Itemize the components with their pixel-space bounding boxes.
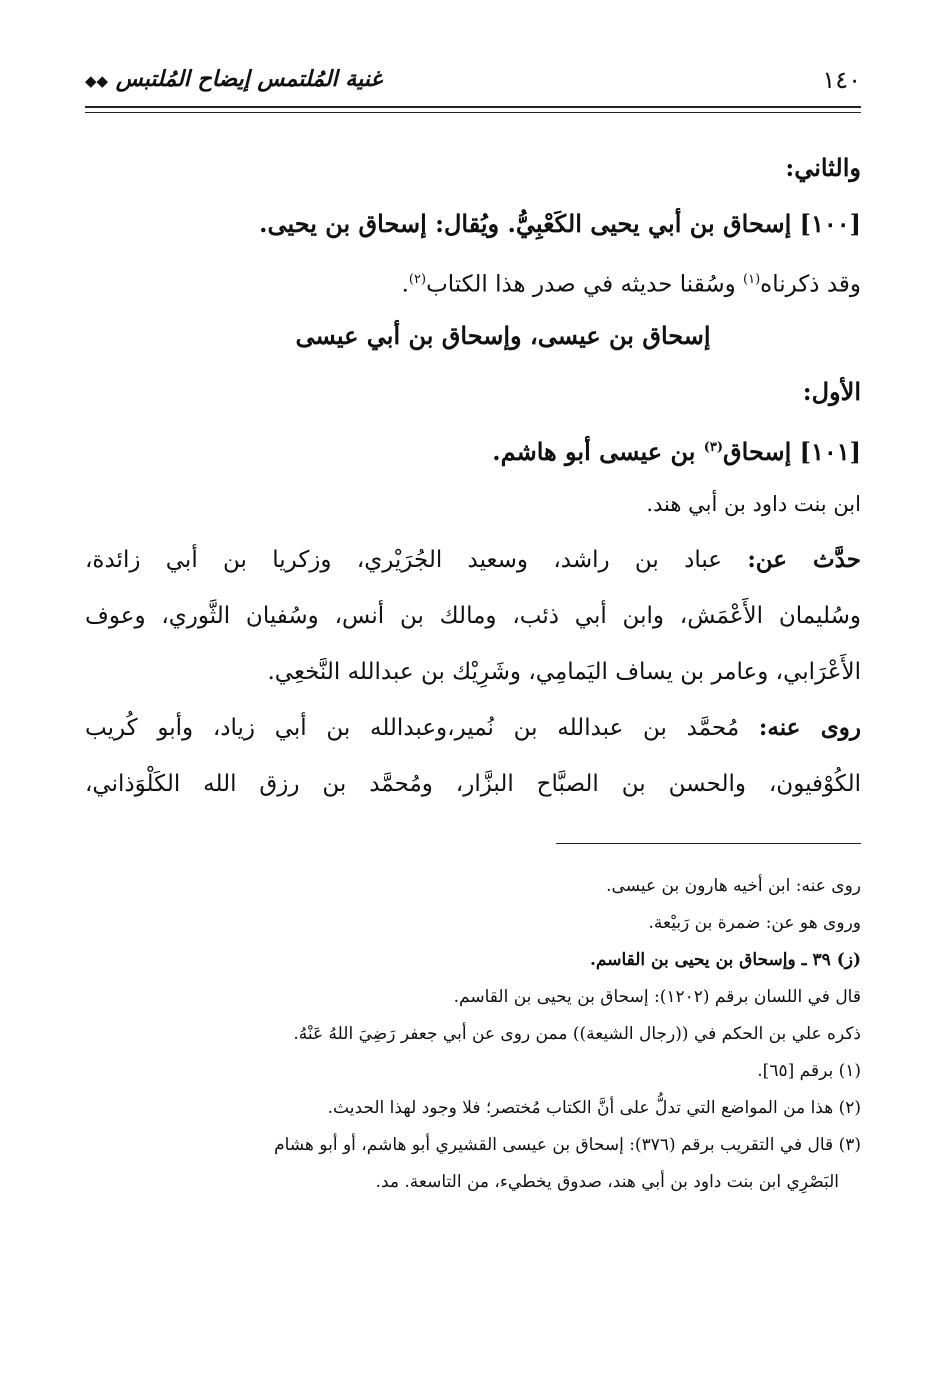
text-span: مُحمَّد بن عبدالله بن نُمير،وعبدالله بن أبي زياد، وأبو كُريب [85, 715, 759, 741]
entry-100-note [85, 252, 861, 308]
page-header [85, 58, 861, 98]
narrated-from-line-2: وسُليمان الأَعْمَش، وابن أبي ذئب، ومالك بن أنس، وسُفيان الثَّوري، وعوف [85, 603, 861, 629]
narrated-by-line-1 [85, 700, 861, 756]
section-heading: إسحاق بن عيسى، وإسحاق بن أبي عيسى [295, 321, 711, 350]
footnote-line: ذكره علي بن الحكم في ((رجال الشيعة)) ممن روى عن أبي جعفر رَضِيَ اللهُ عَنْهُ. [293, 1024, 861, 1044]
footnote-ref-1: (١) [743, 272, 761, 287]
narrated-from-line-1 [85, 532, 861, 588]
entry-101-subtitle: ابن بنت داود بن أبي هند. [646, 492, 861, 516]
text-span: وسُقنا حديثه في صدر هذا الكتاب [426, 271, 744, 298]
footnote-ref-3: (٣) [703, 440, 724, 455]
section-label-first: الأول: [802, 377, 861, 406]
header-rule-thick [85, 106, 861, 108]
footnotes [85, 868, 861, 1201]
text-span: وقد ذكرناه [760, 271, 861, 298]
label-narrated-by: روى عنه: [758, 714, 861, 741]
main-text [85, 140, 861, 812]
footnote-line: (ز) ٣٩ ـ وإسحاق بن يحيى بن القاسم. [589, 950, 861, 970]
text-span: [١٠١] إسحاق [723, 437, 861, 466]
footnote-separator [556, 843, 861, 844]
footnote-line: قال في اللسان برقم (١٢٠٢): إسحاق بن يحيى بن القاسم. [453, 987, 861, 1007]
section-label-second: والثاني: [785, 153, 861, 182]
text-span: . [401, 271, 409, 298]
footnote-1: (١) برقم [٦٥]. [757, 1061, 861, 1081]
narrated-by-line-2: الكُوْفيون، والحسن بن الصبَّاح البزَّار، ومُحمَّد بن رزق الله الكَلْوَذاني، [85, 771, 861, 797]
footnote-3-cont: البَصْرِي ابن بنت داود بن أبي هند، صدوق يخطيء، من التاسعة. مد. [375, 1172, 839, 1192]
running-title-text: غنية المُلتمس إيضاح المُلتبس [115, 66, 382, 92]
narrated-from-line-3: الأَعْرَابي، وعامر بن يساف اليَمامِي، وشَرِيْك بن عبدالله النَّخعِي. [267, 659, 861, 685]
entry-101-title [85, 420, 861, 476]
ornament-icon: ◆◆ [85, 72, 109, 90]
page-number: ١٤٠ [822, 66, 861, 94]
footnote-ref-2: (٢) [408, 272, 427, 287]
text-span: بن عيسى أبو هاشم. [492, 437, 704, 466]
footnote-line: وروى هو عن: ضمرة بن رَبيْعة. [648, 913, 861, 933]
footnote-2: (٢) هذا من المواضع التي تدلُّ على أنَّ الكتاب مُختصر؛ فلا وجود لهذا الحديث. [327, 1098, 861, 1118]
footnote-3: (٣) قال في التقريب برقم (٣٧٦): إسحاق بن عيسى القشيري أبو هاشم، أو أبو هشام [274, 1135, 861, 1155]
header-rule-thin [85, 112, 861, 113]
footnote-line: روى عنه: ابن أخيه هارون بن عيسى. [606, 876, 861, 896]
entry-100-title: [١٠٠] إسحاق بن أبي يحيى الكَعْبِيُّ. ويُقال: إسحاق بن يحيى. [259, 209, 861, 238]
running-title [85, 66, 382, 92]
text-span: عباد بن راشد، وسعيد الجُرَيْري، وزكريا بن أبي زائدة، [85, 547, 748, 573]
label-narrated-from: حدَّث عن: [747, 546, 861, 573]
